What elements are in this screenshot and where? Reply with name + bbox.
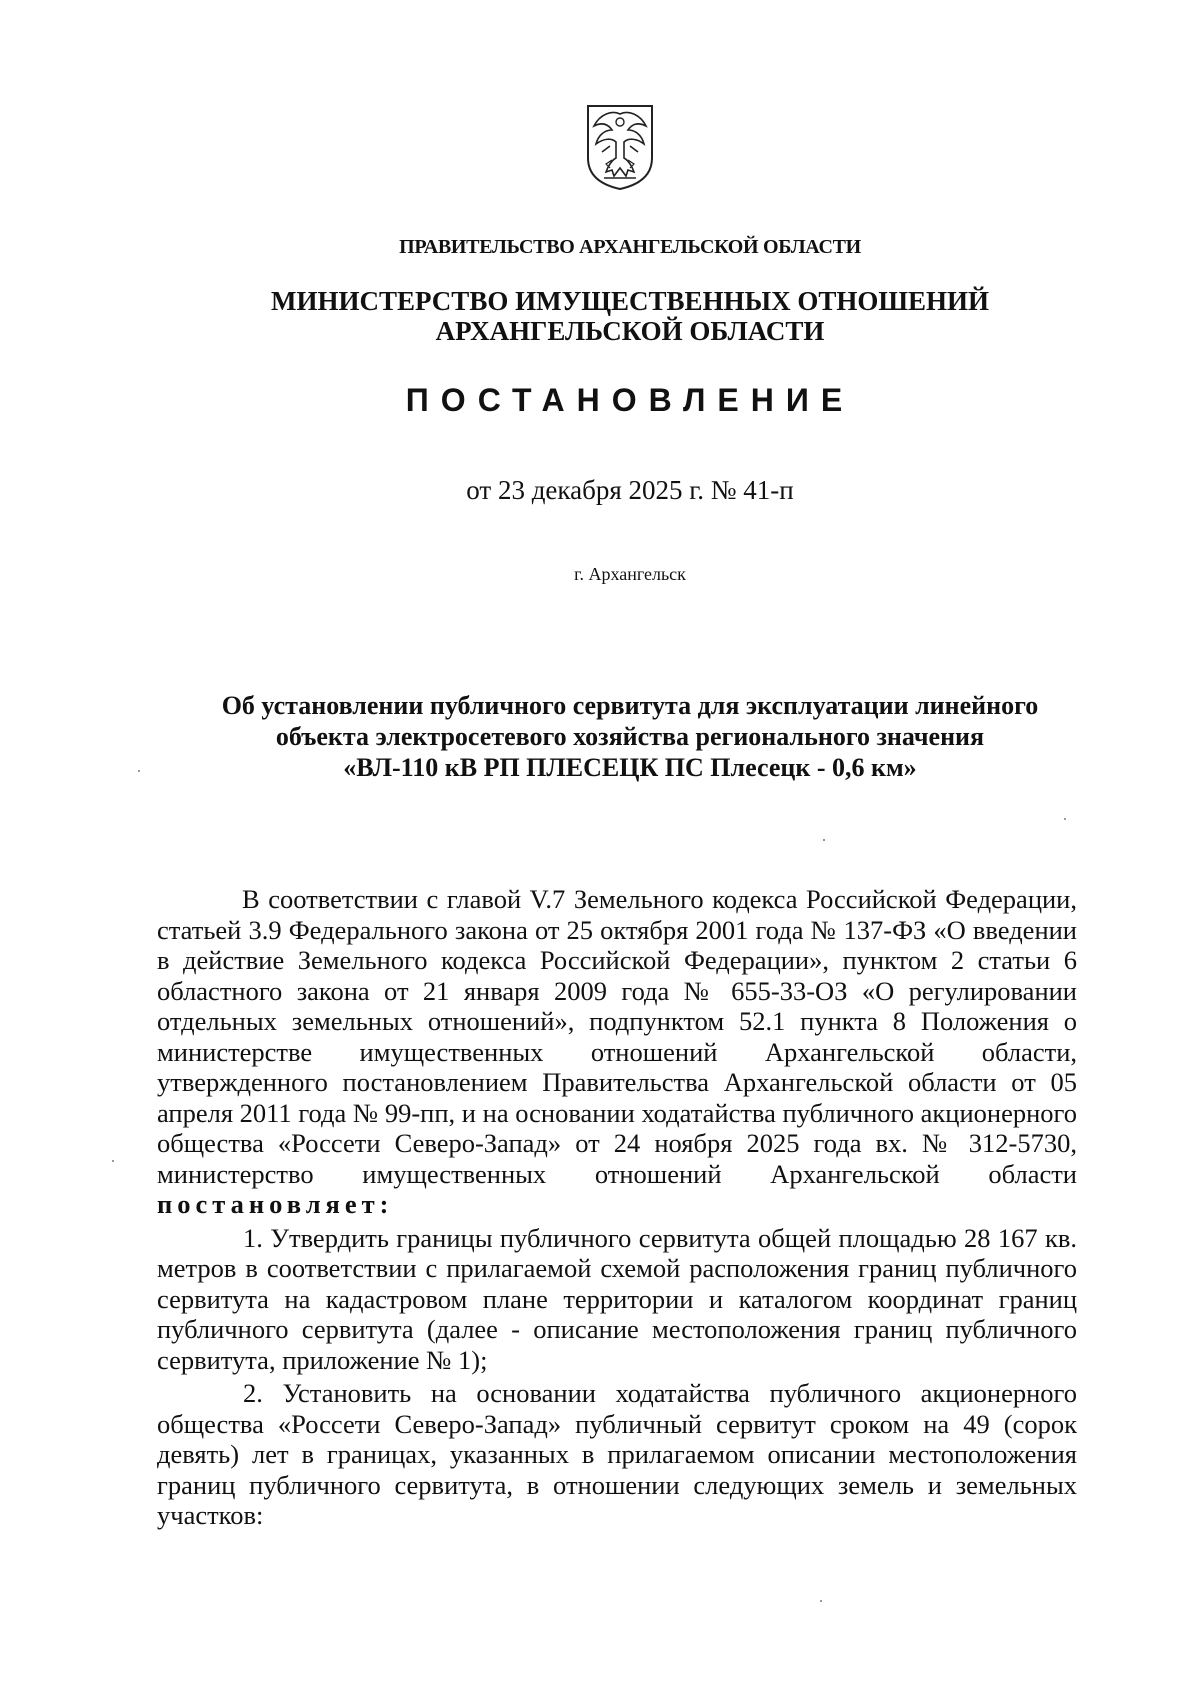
title-line-3: «ВЛ-110 кВ РП ПЛЕСЕЦК ПС Плесецк - 0,6 км» bbox=[343, 753, 917, 782]
title-line-2: объекта электросетевого хозяйства регионального значения bbox=[275, 722, 985, 751]
scan-speck bbox=[820, 1600, 822, 1602]
ministry-name-line-2: АРХАНГЕЛЬСКОЙ ОБЛАСТИ bbox=[435, 316, 825, 346]
preamble-text: В соответствии с главой V.7 Земельного кодекса Российской Федерации, статьей 3.9 Федерального закона от 25 октября 2001 года № 137-ФЗ «О введении в действие Земельного кодекса Российской Федерации», пунктом 2 статьи 6 областного закона от 21 января 2009 года № 655-33-ОЗ «О регулировании отдельных земельных отношений», подпунктом 52.1 пункта 8 Положения о министерстве имущественных отношений Архангельской области, утвержденного постановлением Правительства Архангельской области от 05 апреля 2011 года № 99-пп, и на основании ходатайства публичного акционерного общества «Россети Северо-Запад» от 24 ноября 2025 года вх. № 312-5730, министерство имущественных отношений Архангельской области bbox=[157, 884, 1077, 1189]
government-name: ПРАВИТЕЛЬСТВО АРХАНГЕЛЬСКОЙ ОБЛАСТИ bbox=[399, 236, 861, 258]
arkhangelsk-coat-of-arms-icon bbox=[582, 100, 658, 192]
resolves-word: постановляет: bbox=[157, 1189, 394, 1219]
ministry-name bbox=[0, 286, 1200, 346]
scan-speck bbox=[112, 1160, 114, 1162]
city-name: г. Архангельск bbox=[574, 564, 686, 584]
ministry-name-line-1: МИНИСТЕРСТВО ИМУЩЕСТВЕННЫХ ОТНОШЕНИЙ bbox=[270, 286, 990, 316]
title-line-1: Об установлении публичного сервитута для эксплуатации линейного bbox=[221, 691, 1039, 720]
scan-speck bbox=[1064, 818, 1066, 820]
item-2-paragraph: 2. Установить на основании ходатайства публичного акционерного общества «Россети Северо-Запад» публичный сервитут сроком на 49 (сорок девять) лет в границах, указанных в прилагаемом описании местоположения границ публичного сервитута, в отношении следующих земель и земельных участков: bbox=[157, 1378, 1077, 1530]
date-and-number: от 23 декабря 2025 г. № 41-п bbox=[466, 475, 794, 505]
preamble-paragraph bbox=[157, 884, 1077, 1220]
item-1-paragraph: 1. Утвердить границы публичного сервитута общей площадью 28 167 кв. метров в соответствии с прилагаемой схемой расположения границ публичного сервитута на кадастровом плане территории и каталогом координат границ публичного сервитута (далее - описание местоположения границ публичного сервитута, приложение № 1); bbox=[157, 1222, 1077, 1375]
document-type: ПОСТАНОВЛЕНИЕ bbox=[405, 382, 855, 418]
document-title bbox=[0, 690, 1200, 783]
document-body bbox=[157, 884, 1077, 1531]
scan-speck bbox=[823, 839, 825, 841]
scan-speck bbox=[138, 770, 140, 772]
